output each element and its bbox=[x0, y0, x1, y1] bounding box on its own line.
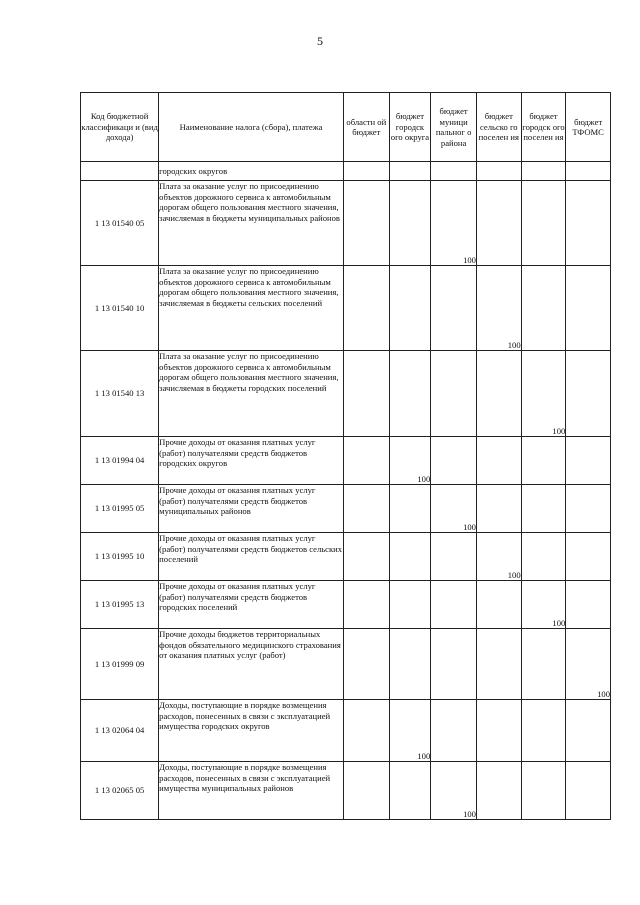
revenue-name: Плата за оказание услуг по присоединению объектов дорожного сервиса к автомобильным дорогам общего пользования местного значения, зачисляемая в бюджеты городских поселений bbox=[159, 351, 344, 437]
budget-classification-code: 1 13 01540 13 bbox=[81, 351, 159, 437]
budget-classification-code: 1 13 02065 05 bbox=[81, 762, 159, 820]
table-row bbox=[81, 581, 611, 629]
percent-city-district bbox=[389, 181, 431, 266]
percent-oblast bbox=[343, 181, 389, 266]
percent-urban-settlement: 100 bbox=[521, 351, 566, 437]
percent-urban-settlement bbox=[521, 629, 566, 700]
percent-oblast bbox=[343, 700, 389, 762]
revenue-name: Прочие доходы бюджетов территориальных фондов обязательного медицинского страхования от оказания платных услуг (работ) bbox=[159, 629, 344, 700]
percent-urban-settlement: 100 bbox=[521, 581, 566, 629]
percent-urban-settlement bbox=[521, 437, 566, 485]
percent-municipal-district bbox=[431, 581, 477, 629]
budget-classification-code: 1 13 02064 04 bbox=[81, 700, 159, 762]
percent-urban-settlement bbox=[521, 762, 566, 820]
percent-rural-settlement bbox=[476, 485, 521, 533]
header-urban-settlement: бюджет городск ого поселен ия bbox=[521, 93, 566, 162]
percent-rural-settlement bbox=[476, 181, 521, 266]
revenue-name: Прочие доходы от оказания платных услуг (работ) получателями средств бюджетов муниципальных районов bbox=[159, 485, 344, 533]
continuation-row bbox=[81, 162, 611, 181]
percent-municipal-district bbox=[431, 629, 477, 700]
percent-city-district bbox=[389, 351, 431, 437]
continuation-name: городских округов bbox=[159, 162, 344, 181]
percent-rural-settlement bbox=[476, 700, 521, 762]
percent-municipal-district bbox=[431, 266, 477, 351]
revenue-name: Доходы, поступающие в порядке возмещения расходов, понесенных в связи с эксплуатацией имущества городских округов bbox=[159, 700, 344, 762]
percent-urban-settlement bbox=[521, 533, 566, 581]
percent-urban-settlement bbox=[521, 181, 566, 266]
percent-municipal-district bbox=[431, 351, 477, 437]
header-municipal-district: бюджет муници пальног о района bbox=[431, 93, 477, 162]
percent-tfoms bbox=[566, 437, 611, 485]
percent-rural-settlement bbox=[476, 762, 521, 820]
percent-urban-settlement bbox=[521, 485, 566, 533]
percent-municipal-district: 100 bbox=[431, 485, 477, 533]
table-row bbox=[81, 629, 611, 700]
percent-urban-settlement bbox=[521, 266, 566, 351]
table-row bbox=[81, 437, 611, 485]
percent-tfoms: 100 bbox=[566, 629, 611, 700]
percent-city-district bbox=[389, 629, 431, 700]
percent-tfoms bbox=[566, 700, 611, 762]
percent-oblast bbox=[343, 581, 389, 629]
revenue-name: Прочие доходы от оказания платных услуг (работ) получателями средств бюджетов городских округов bbox=[159, 437, 344, 485]
table-row bbox=[81, 181, 611, 266]
revenue-name: Плата за оказание услуг по присоединению объектов дорожного сервиса к автомобильным дорогам общего пользования местного значения, зачисляемая в бюджеты сельских поселений bbox=[159, 266, 344, 351]
percent-city-district bbox=[389, 762, 431, 820]
percent-tfoms bbox=[566, 485, 611, 533]
percent-oblast bbox=[343, 485, 389, 533]
budget-classification-code: 1 13 01994 04 bbox=[81, 437, 159, 485]
percent-rural-settlement bbox=[476, 629, 521, 700]
percent-oblast bbox=[343, 533, 389, 581]
continuation-code bbox=[81, 162, 159, 181]
budget-classification-code: 1 13 01999 09 bbox=[81, 629, 159, 700]
header-name: Наименование налога (сбора), платежа bbox=[159, 93, 344, 162]
revenue-name: Доходы, поступающие в порядке возмещения расходов, понесенных в связи с эксплуатацией имущества муниципальных районов bbox=[159, 762, 344, 820]
percent-tfoms bbox=[566, 351, 611, 437]
table-header-row bbox=[81, 93, 611, 162]
header-oblast: областн ой бюджет bbox=[343, 93, 389, 162]
table-row bbox=[81, 351, 611, 437]
percent-urban-settlement bbox=[521, 700, 566, 762]
percent-municipal-district bbox=[431, 437, 477, 485]
percent-city-district bbox=[389, 533, 431, 581]
percent-oblast bbox=[343, 266, 389, 351]
percent-city-district bbox=[389, 581, 431, 629]
table-row bbox=[81, 533, 611, 581]
percent-oblast bbox=[343, 629, 389, 700]
percent-city-district bbox=[389, 485, 431, 533]
page-number: 5 bbox=[317, 34, 323, 48]
header-code: Код бюджетной классификаци и (вид дохода) bbox=[81, 93, 159, 162]
revenue-name: Плата за оказание услуг по присоединению объектов дорожного сервиса к автомобильным дорогам общего пользования местного значения, зачисляемая в бюджеты муниципальных районов bbox=[159, 181, 344, 266]
percent-city-district: 100 bbox=[389, 437, 431, 485]
percent-oblast bbox=[343, 351, 389, 437]
table-row bbox=[81, 485, 611, 533]
percent-tfoms bbox=[566, 762, 611, 820]
percent-municipal-district: 100 bbox=[431, 762, 477, 820]
percent-city-district bbox=[389, 266, 431, 351]
budget-classification-code: 1 13 01995 10 bbox=[81, 533, 159, 581]
revenue-name: Прочие доходы от оказания платных услуг (работ) получателями средств бюджетов сельских поселений bbox=[159, 533, 344, 581]
percent-oblast bbox=[343, 762, 389, 820]
percent-rural-settlement bbox=[476, 351, 521, 437]
budget-classification-code: 1 13 01995 05 bbox=[81, 485, 159, 533]
percent-rural-settlement: 100 bbox=[476, 533, 521, 581]
header-city-district: бюджет городск ого округа bbox=[389, 93, 431, 162]
percent-city-district: 100 bbox=[389, 700, 431, 762]
percent-oblast bbox=[343, 437, 389, 485]
percent-tfoms bbox=[566, 581, 611, 629]
percent-municipal-district bbox=[431, 533, 477, 581]
header-rural-settlement: бюджет сельско го поселен ия bbox=[476, 93, 521, 162]
header-tfoms: бюджет ТФОМС bbox=[566, 93, 611, 162]
percent-rural-settlement: 100 bbox=[476, 266, 521, 351]
percent-tfoms bbox=[566, 533, 611, 581]
table-row bbox=[81, 762, 611, 820]
percent-tfoms bbox=[566, 266, 611, 351]
budget-classification-code: 1 13 01540 10 bbox=[81, 266, 159, 351]
budget-classification-code: 1 13 01540 05 bbox=[81, 181, 159, 266]
percent-rural-settlement bbox=[476, 581, 521, 629]
table-row bbox=[81, 700, 611, 762]
percent-municipal-district: 100 bbox=[431, 181, 477, 266]
percent-tfoms bbox=[566, 181, 611, 266]
budget-classification-code: 1 13 01995 13 bbox=[81, 581, 159, 629]
percent-municipal-district bbox=[431, 700, 477, 762]
revenue-distribution-table bbox=[80, 92, 611, 820]
percent-rural-settlement bbox=[476, 437, 521, 485]
table-row bbox=[81, 266, 611, 351]
revenue-name: Прочие доходы от оказания платных услуг (работ) получателями средств бюджетов городских поселений bbox=[159, 581, 344, 629]
